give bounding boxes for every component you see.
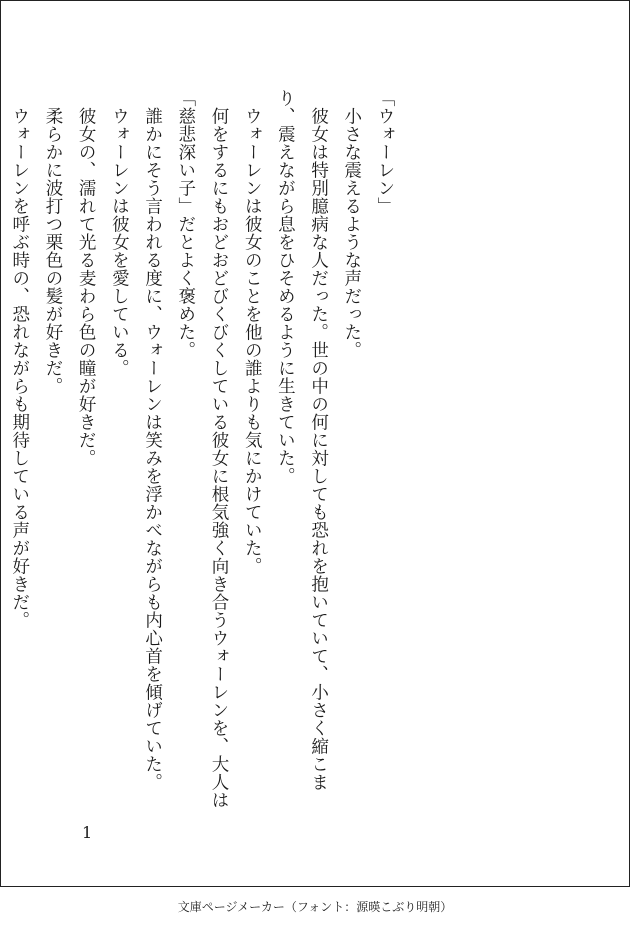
text-line: 誰かにそう言われる度に、ウォーレンは笑みを浮かべながらも内心首を傾げていた。 [142,89,163,791]
text-line: 小さな震えるような声だった。 [341,89,362,359]
text-line: 「ウォーレン」 [375,89,395,215]
page-number: 1 [82,823,93,842]
text-line: ウォーレンは彼女のことを他の誰よりも気にかけていた。 [242,89,263,575]
text-line: ウォーレンを呼ぶ時の、恐れながらも期待している声が好きだ。 [9,89,30,629]
text-line [0,89,3,809]
text-line: 柔らかに波打つ栗色の髪が好きだ。 [42,89,63,395]
footer-credit: 文庫ページメーカー（フォント：源暎こぶり明朝） [177,900,453,914]
text-line: ウォーレンは彼女を愛している。 [109,89,130,377]
text-line: 彼女は特別臆病な人だった。世の中の何に対しても恐れを抱いていて、小さく縮こまり、震えながら息をひそめるように生きていた。 [275,89,329,791]
vertical-text-body [9,89,401,809]
text-line: 何をするにもおどおどびくびくしている彼女に根気強く向き合うウォーレンを、大人は「慈悲深い子」だとよく褒めた。 [175,89,229,809]
text-line: 彼女の、濡れて光る麦わら色の瞳が好きだ。 [76,89,97,467]
